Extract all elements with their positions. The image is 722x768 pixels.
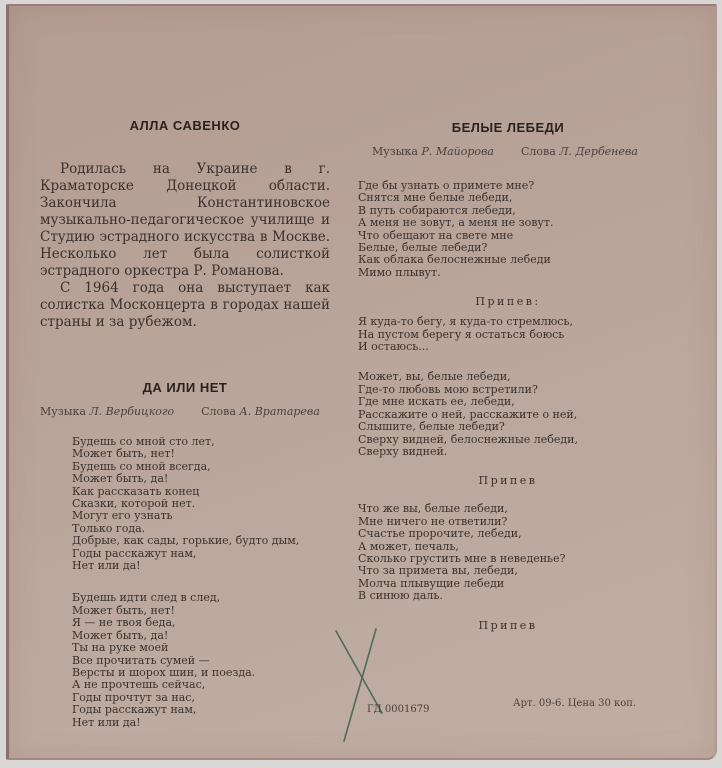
article-and-price: Арт. 09-6. Цена 30 коп. [513, 698, 637, 709]
catalog-number: ГД 0001679 [367, 704, 430, 715]
left-column [40, 118, 330, 729]
bio-paragraph: Родилась на Украине в г. Краматорске Донецкой области. Закончила Константиновское музыкально-педагогическое училище и Студию эстрадного искусства в Москве. Несколько лет была солисткой эстрадного оркестра Р. Романова. [40, 161, 330, 279]
chorus-label: Припев: [475, 295, 541, 309]
lyricist: Л. Дербенева [559, 145, 638, 158]
song-title: ДА ИЛИ НЕТ [142, 380, 228, 395]
verse: Что же вы, белые лебеди, Мне ничего не ответили? Счастье пророчите, лебеди, А может, печаль, Сколько грустить мне в неведенье? Что за примета вы, лебеди, Молча плывущие лебеди В синюю даль. [358, 502, 566, 603]
composer: Л. Вербицкого [89, 405, 175, 418]
chorus: Я куда-то бегу, я куда-то стремлюсь, На пустом берегу я остаться боюсь И остаюсь... [358, 315, 573, 354]
verse: Будешь идти след в след, Может быть, нет! Я — не твоя беда, Может быть, да! Ты на руке моей Все прочитать сумей — Версты и шорох шин, и поезда. А не прочтешь сейчас, Годы прочтут за нас, Годы расскажут нам, Нет или да! [72, 591, 256, 729]
verse: Будешь со мной сто лет, Может быть, нет! Будешь со мной всегда, Может быть, да! Как рассказать конец Сказки, которой нет. Могут его узнать Только года. Добрые, как сады, горькие, будто дым, Годы расскажут нам, Нет или да! [72, 435, 300, 573]
lyricist: А. Вратарева [239, 405, 320, 418]
verse: Может, вы, белые лебеди, Где-то любовь мою встретили? Где мне искать ее, лебеди, Расскажите о ней, расскажите о ней, Слышите, белые лебеди? Сверху видней, белоснежные лебеди, Сверху видней. [358, 370, 578, 458]
composer: Р. Майорова [421, 145, 494, 158]
artist-bio [40, 161, 330, 331]
song-title: БЕЛЫЕ ЛЕБЕДИ [451, 120, 565, 135]
song-credits: Музыка Л. Вербицкого Слова А. Вратарева [40, 405, 320, 418]
bio-paragraph: С 1964 года она выступает как солистка Москонцерта в городах нашей страны и за рубежом. [40, 280, 330, 330]
verse: Где бы узнать о примете мне? Снятся мне белые лебеди, В путь собираются лебеди, А меня не зовут, а меня не зовут. Что обещают на свете мне Белые, белые лебеди? Как облака белоснежные лебеди Мимо плывут. [358, 179, 554, 279]
artist-name: АЛЛА САВЕНКО [129, 118, 241, 133]
song-da-ili-net [40, 380, 330, 729]
chorus-label: Припев [478, 618, 538, 632]
chorus-label: Припев [478, 474, 538, 488]
song-credits: Музыка Р. Майорова Слова Л. Дербенева [372, 145, 638, 158]
right-column [358, 120, 658, 632]
pen-cross-mark-icon [330, 625, 400, 745]
